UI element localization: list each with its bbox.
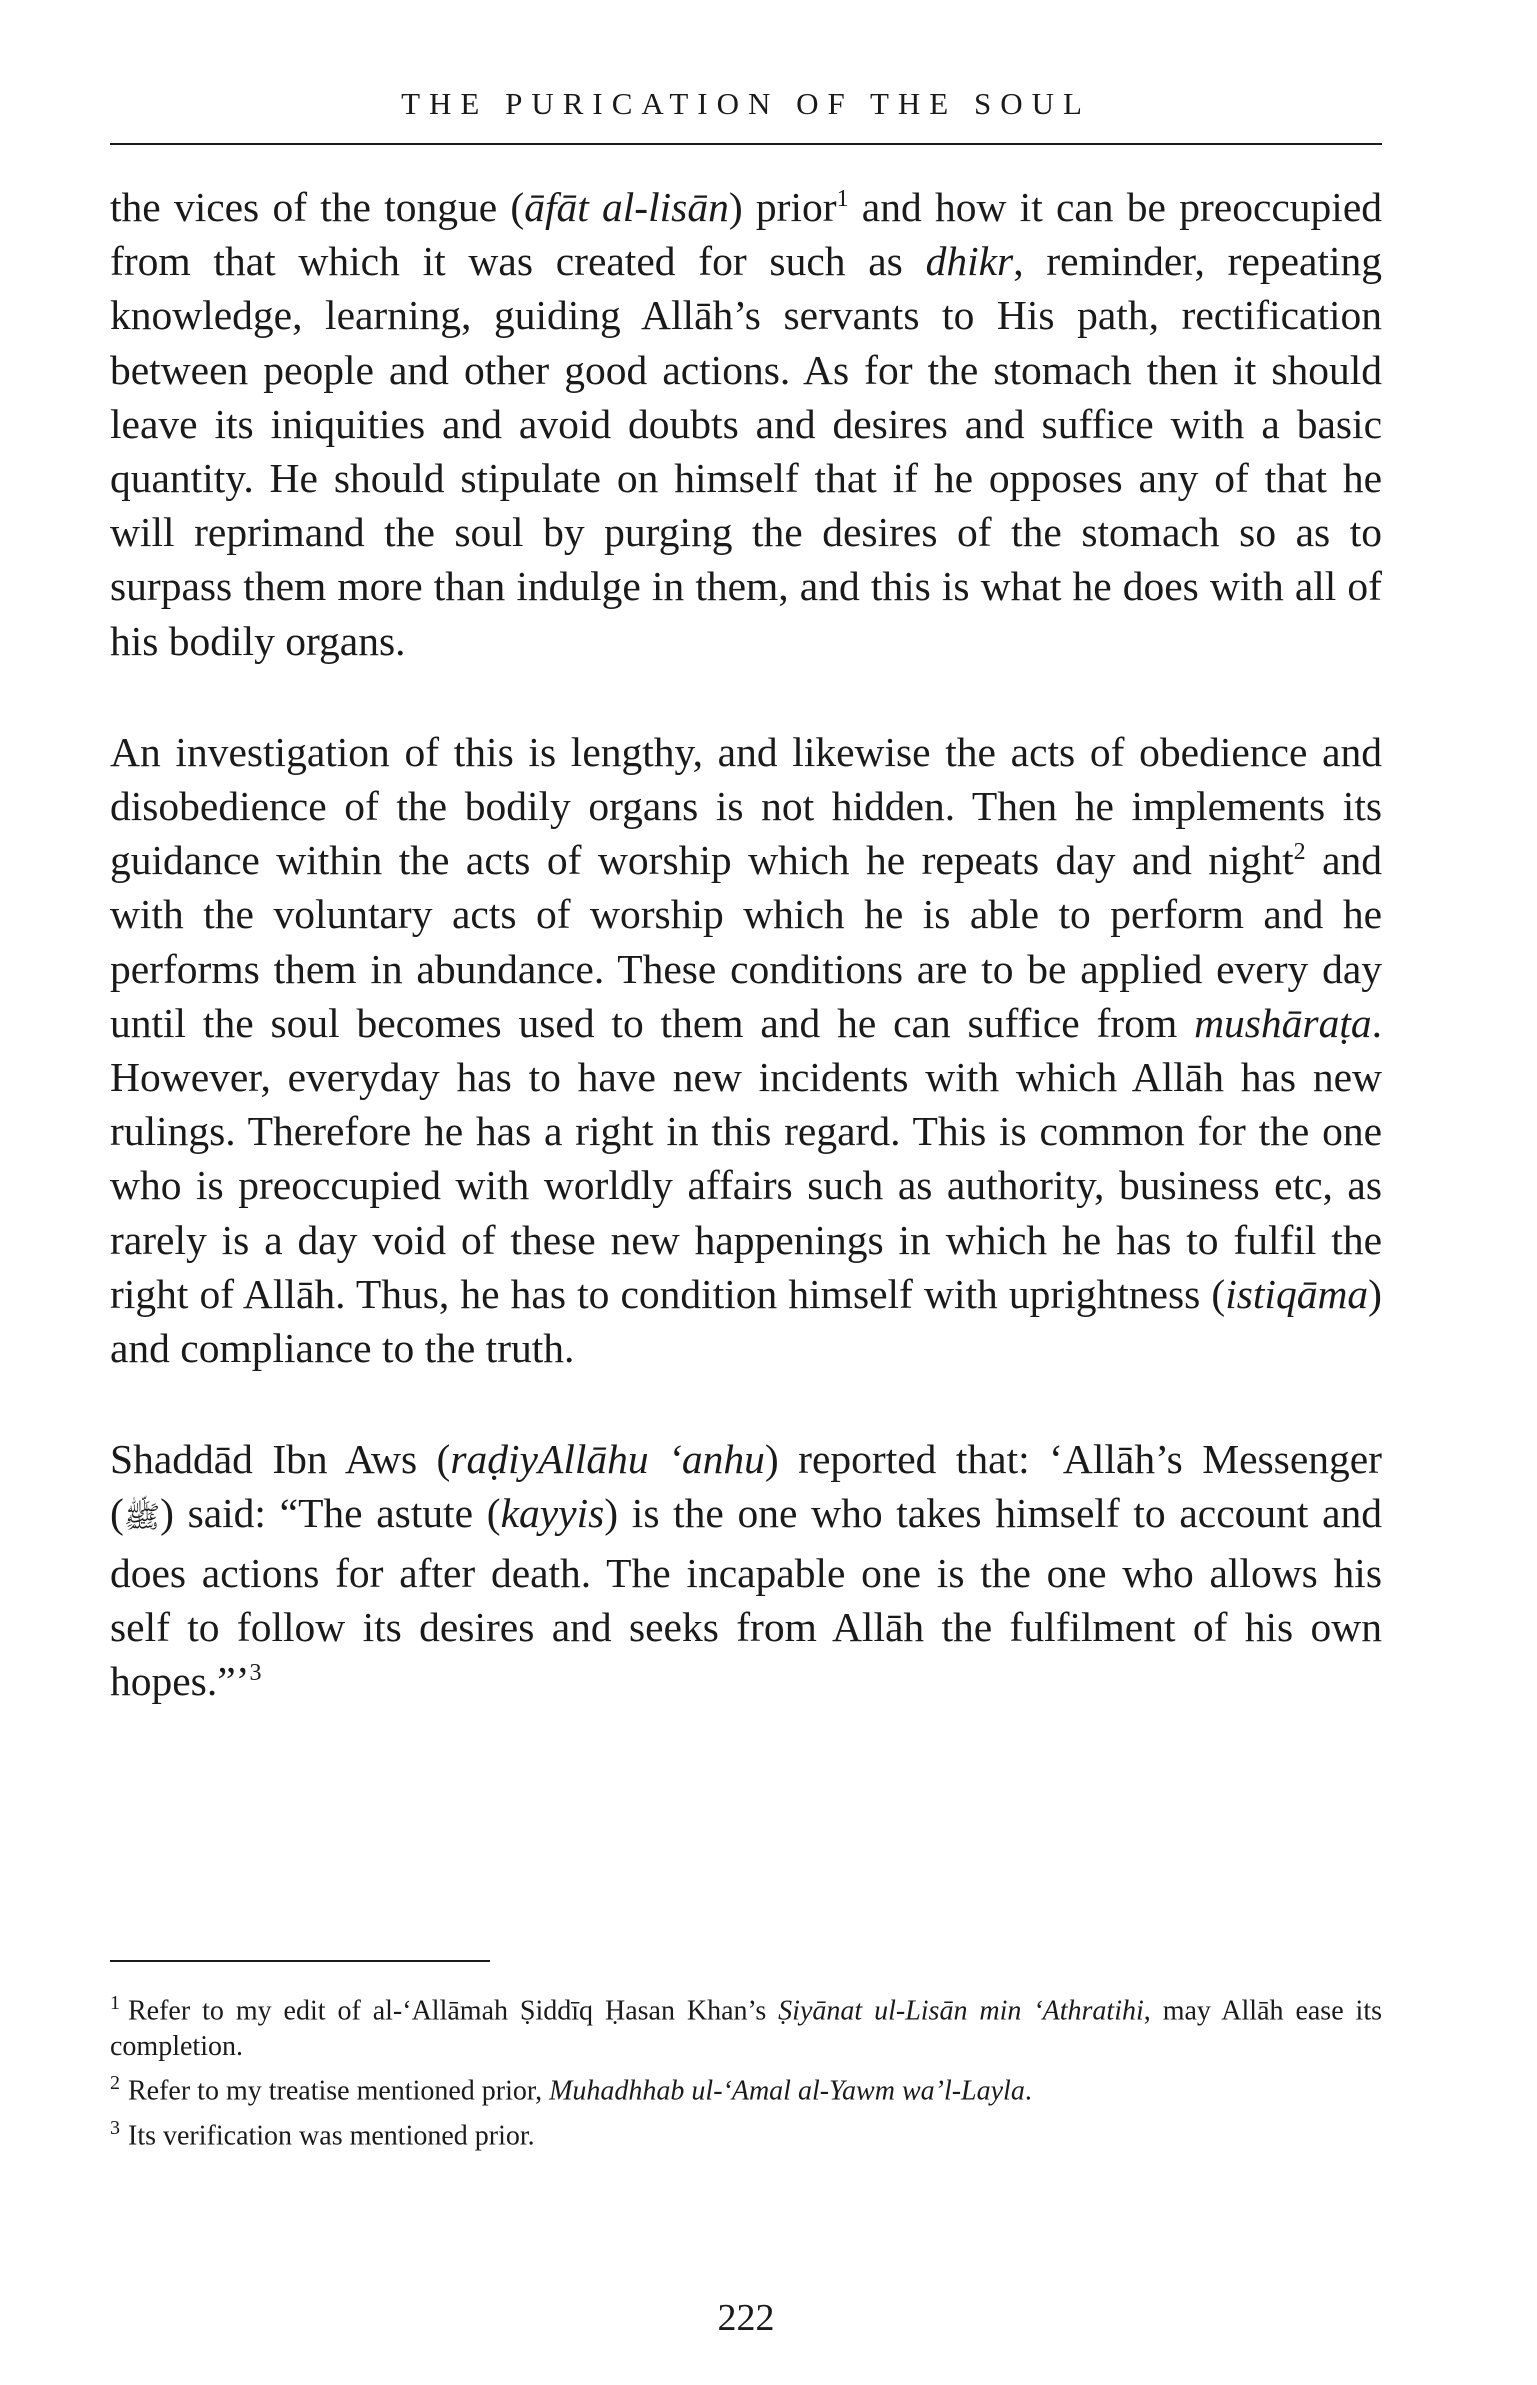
- italic-term: raḍiyAllāhu ‘anhu: [450, 1436, 765, 1483]
- footnote: [110, 1985, 1382, 2065]
- page-number: 222: [717, 2297, 775, 2339]
- text-run: Refer to my treatise mentioned prior,: [128, 2075, 550, 2107]
- italic-term: mushāraṭa: [1194, 999, 1372, 1046]
- text-run: Shaddād Ibn Aws (: [110, 1436, 451, 1483]
- footnote-number: 3: [110, 2116, 120, 2139]
- text-run: ) prior: [728, 184, 837, 230]
- text-run: . However, everyday has to have new incidents with which Allāh has new rulings. Therefore he has a right in this regard. This is common for the one who is preoccupied with worldly affairs such as authority, business etc, as rarely is a day void of these new happenings in which he has to fulfil the right of Allāh. Thus, he has to condition himself with uprightness (: [110, 999, 1382, 1317]
- paragraph: [110, 1432, 1382, 1708]
- footnote-ref: 1: [836, 186, 849, 213]
- text-run: ) reported that: ‘Allāh’s Messenger (: [110, 1436, 1382, 1537]
- italic-term: Muhadhhab ul-‘Amal al-Yawm wa’l-Layla: [549, 2075, 1025, 2107]
- italic-term: kayyis: [500, 1490, 605, 1537]
- body-text: [110, 180, 1382, 1708]
- text-run: , reminder, repeating knowledge, learning, guiding Allāh’s servants to His path, rectification between people and other good actions. As for the stomach then it should leave its iniquities and avoid doubts and desires and suffice with a basic quantity. He should stipulate on himself that if he opposes any of that he will reprimand the soul by purging the desires of the stomach so as to surpass them more than indulge in them, and this is what he does with all of his bodily organs.: [110, 238, 1382, 664]
- header-rule: [110, 143, 1382, 145]
- text-run: ) is the one who takes himself to account and does actions for after death. The incapable one is the one who allows his self to follow its desires and seeks from Allāh the fulfilment of his own hopes.”’: [110, 1490, 1383, 1705]
- paragraph: [110, 180, 1382, 668]
- text-run: and how it can be preoccupied from that which it was created for such as: [110, 184, 1382, 285]
- footnote-ref: 2: [1293, 839, 1306, 866]
- running-title: THE PURICATION OF THE SOUL: [401, 86, 1091, 121]
- text-run: Its verification was mentioned prior.: [128, 2119, 535, 2151]
- italic-term: Ṣiyānat ul-Lisān min ‘Athratihi: [778, 1995, 1144, 2027]
- paragraph: [110, 725, 1382, 1375]
- book-page: [110, 0, 1382, 2385]
- italic-term: istiqāma: [1225, 1270, 1369, 1317]
- footnote-rule: [110, 1960, 490, 1962]
- text-run: and with the voluntary acts of worship which he is able to perform and he performs them in abundance. These conditions are to be applied every day until the soul becomes used to them and he can suffice from: [110, 837, 1383, 1046]
- italic-term: āfāt al-lisān: [524, 184, 729, 230]
- text-run: Refer to my edit of al-‘Allāmah Ṣiddīq Ḥasan Khan’s: [128, 1995, 779, 2027]
- footnote: [110, 2110, 1382, 2154]
- text-run: the vices of the tongue (: [110, 184, 525, 230]
- footnote-ref: 3: [249, 1660, 262, 1687]
- text-run: An investigation of this is lengthy, and likewise the acts of obedience and disobedience of the bodily organs is not hidden. Then he implements its guidance within the acts of worship which he repeats day and night: [110, 728, 1382, 884]
- footnote-number: 2: [110, 2072, 120, 2095]
- text-run: ) said: “The astute (: [160, 1490, 501, 1537]
- footnotes: [110, 1985, 1382, 2154]
- text-run: .: [1024, 2075, 1032, 2107]
- italic-term: dhikr: [925, 238, 1014, 285]
- salutation-glyph: ﷺ: [123, 1501, 161, 1535]
- footnote: [110, 2065, 1382, 2109]
- text-run: , may Allāh ease its completion.: [110, 1995, 1383, 2063]
- text-run: ) and compliance to the truth.: [110, 1270, 1382, 1372]
- footnote-number: 1: [110, 1992, 120, 2014]
